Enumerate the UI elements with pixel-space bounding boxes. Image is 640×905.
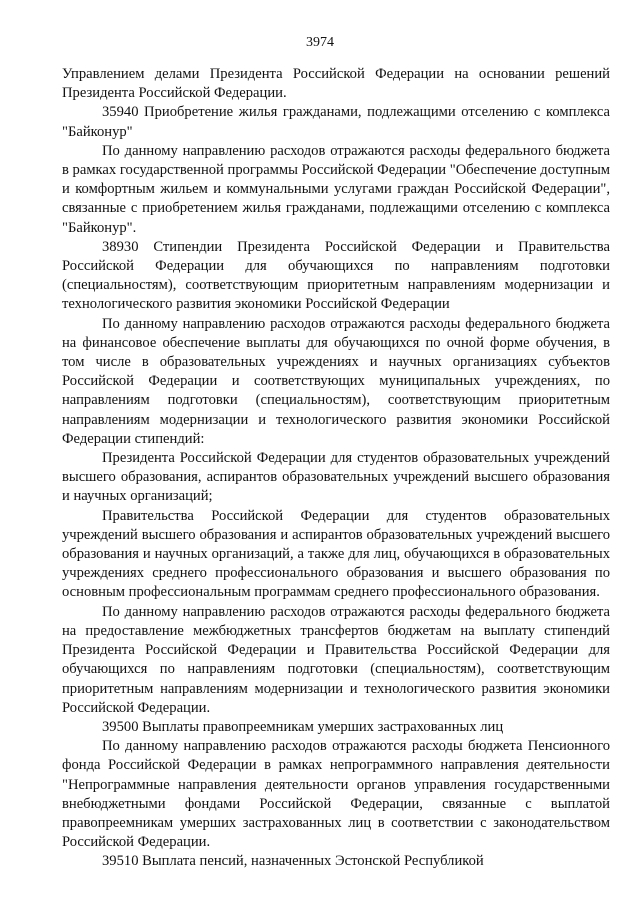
paragraph-38930-description: По данному направлению расходов отражаются расходы федерального бюджета на финансовое обеспечение выплаты для обучающихся по очной форме обучения, в том числе в образовательных учреждениях и научных организациях субъектов Российской Федерации и соответствующих муниципальных учреждениях, по направлениям подготовки (специальностям), соответствующим приоритетным направлениям модернизации и технологического развития экономики Российской Федерации стипендий: — [62, 315, 610, 447]
paragraph-39500-description: По данному направлению расходов отражаются расходы бюджета Пенсионного фонда Российской Федерации в рамках непрограммного направления деятельности "Непрограммные направления деятельности органов управления государственными внебюджетными фондами Российской Федерации, связанные с выплатой правопреемникам умерших застрахованных лиц в соответствии с законодательством Российской Федерации. — [62, 738, 610, 851]
section-heading-39500: 39500 Выплаты правопреемникам умерших застрахованных лиц — [102, 718, 504, 735]
section-heading-35940: 35940 Приобретение жилья гражданами, подлежащими отселению с комплекса "Байконур" — [62, 104, 610, 140]
paragraph-president-stipends: Президента Российской Федерации для студентов образовательных учреждений высшего образования, аспирантов образовательных учреждений высшего образования и научных организаций; — [62, 450, 610, 505]
paragraph-35940-description: По данному направлению расходов отражаются расходы федерального бюджета в рамках государственной программы Российской Федерации "Обеспечение доступным и комфортным жильем и коммунальными услугами граждан Российской Федерации", связанные с приобретением жилья гражданами, подлежащими отселению с комплекса "Байконур". — [62, 142, 610, 236]
paragraph-government-stipends: Правительства Российской Федерации для студентов образовательных учреждений высшего образования и аспирантов образовательных учреждений высшего образования и научных организаций, а также для лиц, обучающихся в образовательных учреждениях среднего профессионального образования и высшего образования по основным профессиональным программам среднего профессионального образования. — [62, 507, 610, 601]
document-body — [62, 65, 610, 872]
page-number: 3974 — [306, 35, 334, 50]
section-heading-38930: 38930 Стипендии Президента Российской Федерации и Правительства Российской Федерации для обучающихся по направлениям подготовки (специальностям), соответствующим приоритетным направлениям модернизации и технологического развития экономики Российской Федерации — [62, 238, 610, 313]
paragraph-38930-transfers: По данному направлению расходов отражаются расходы федерального бюджета на предоставление межбюджетных трансфертов бюджетам на выплату стипендий Президента Российской Федерации и Правительства Российской Федерации для обучающихся по направлениям подготовки (специальностям), соответствующим приоритетным направлениям модернизации и технологического развития экономики Российской Федерации. — [62, 603, 610, 716]
paragraph-continuation: Управлением делами Президента Российской Федерации на основании решений Президента Российской Федерации. — [62, 66, 610, 102]
section-heading-39510: 39510 Выплата пенсий, назначенных Эстонской Республикой — [102, 853, 484, 870]
